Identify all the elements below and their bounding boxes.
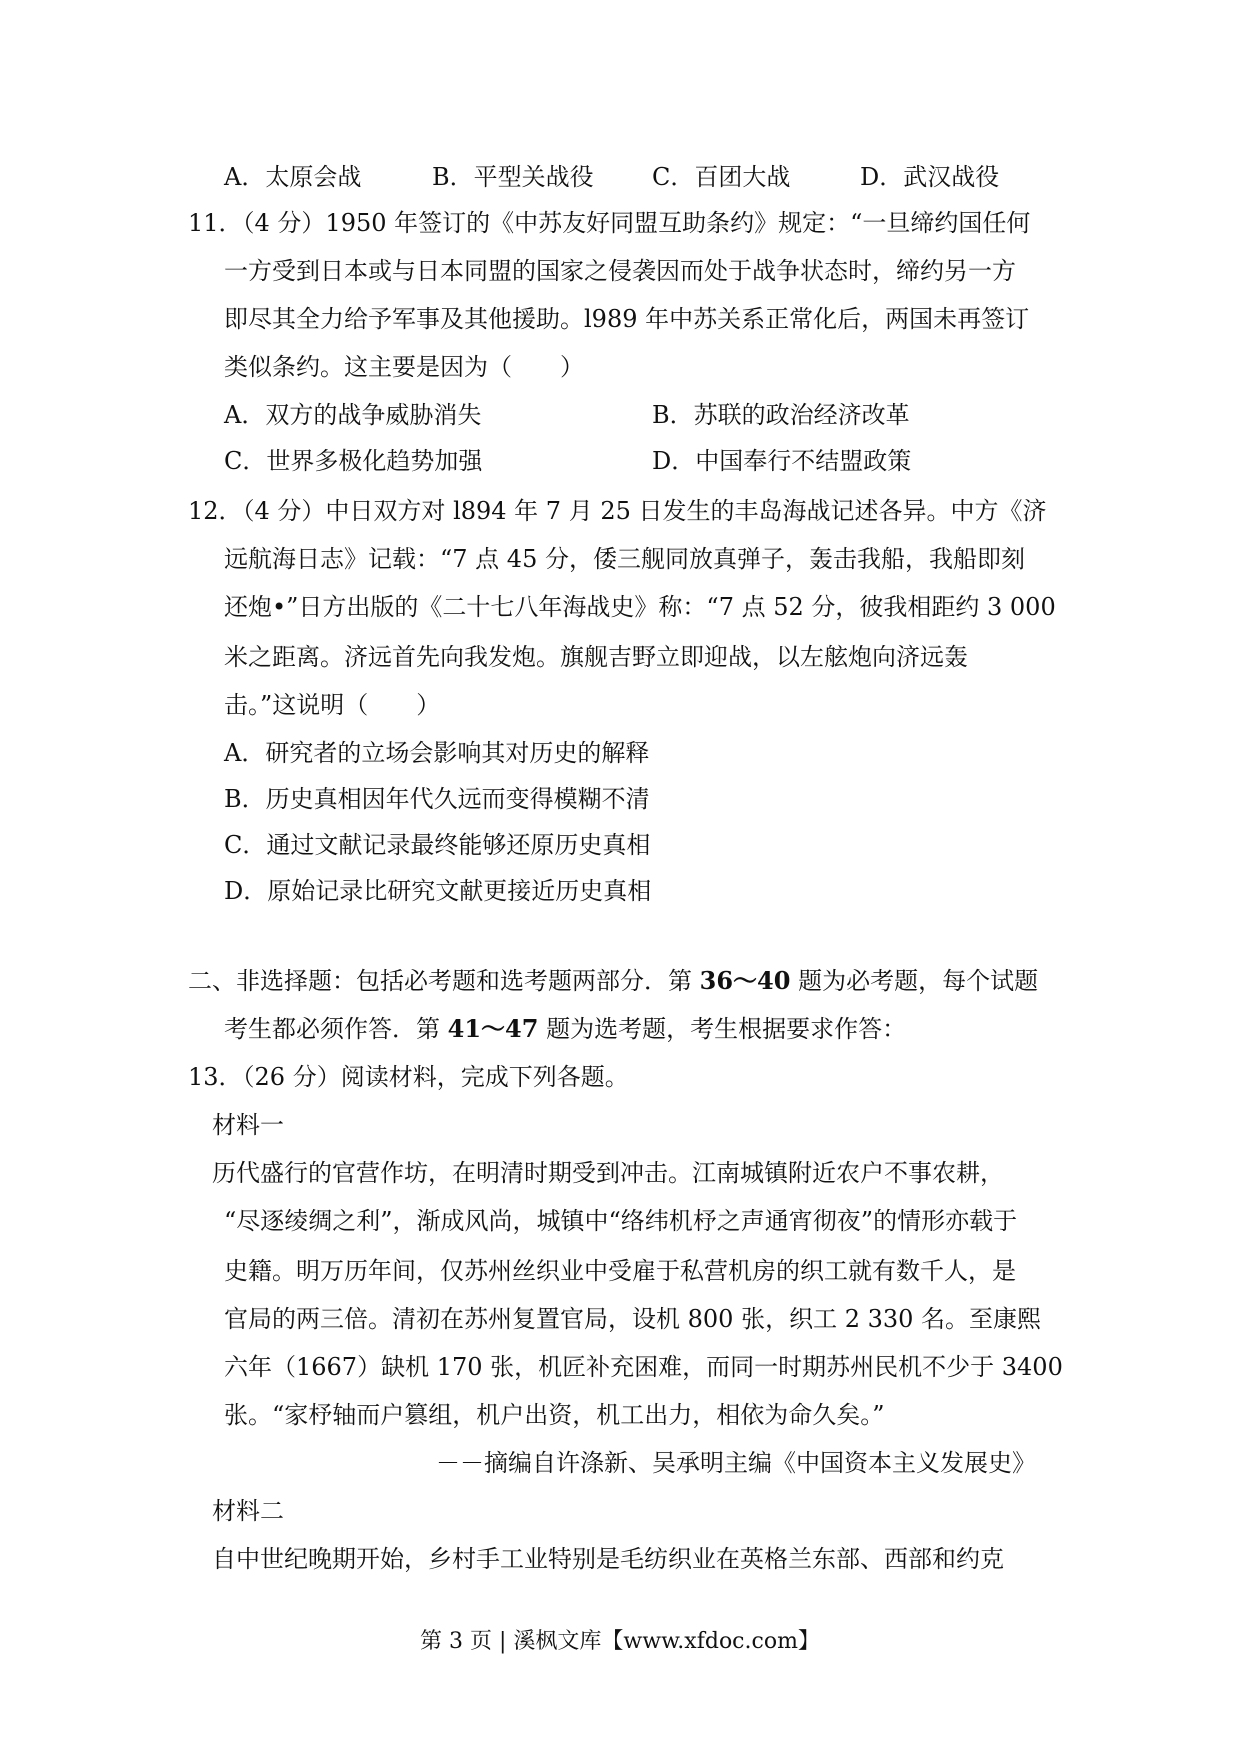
q11-option-b: B．苏联的政治经济改革 [652, 401, 910, 429]
q12-line-1: 12．（4 分）中日双方对 l894 年 7 月 25 日发生的丰岛海战记述各异。中方《济 [188, 497, 1047, 525]
q13-material-1-line-5: 六年（1667）缺机 170 张，机匠补充困难，而同一时期苏州民机不少于 3400 [224, 1353, 1063, 1381]
q13-material-1-line-4: 官局的两三倍。清初在苏州复置官局，设机 800 张，织工 2 330 名。至康熙 [224, 1305, 1042, 1333]
q11-line-4: 类似条约。这主要是因为（ ） [224, 353, 584, 381]
q13-material-1-title: 材料一 [212, 1111, 284, 1139]
q12-line-5: 击。”这说明（ ） [224, 691, 441, 719]
q12-option-b: B．历史真相因年代久远而变得模糊不清 [224, 785, 650, 813]
q12-option-a: A．研究者的立场会影响其对历史的解释 [224, 739, 650, 767]
q11-option-a: A．双方的战争威胁消失 [224, 401, 482, 429]
q11-option-d: D．中国奉行不结盟政策 [652, 447, 912, 475]
q10-option-d: D．武汉战役 [860, 163, 1000, 191]
q13-material-1-line-1: 历代盛行的官营作坊，在明清时期受到冲击。江南城镇附近农户不事农耕， [212, 1159, 1004, 1187]
q10-option-b: B．平型关战役 [432, 163, 594, 191]
page-footer: 第 3 页 | 溪枫文库【www.xfdoc.com】 [420, 1629, 820, 1654]
q12-option-d: D．原始记录比研究文献更接近历史真相 [224, 877, 652, 905]
q10-option-c: C．百团大战 [652, 163, 791, 191]
q13-material-1-line-6: 张。“家杼轴而户篡组，机户出资，机工出力，相依为命久矣。” [224, 1401, 885, 1429]
section2-line-2: 考生都必须作答．第 41～47 题为选考题，考生根据要求作答： [224, 1014, 907, 1043]
section2-line-1: 二、非选择题：包括必考题和选考题两部分．第 36～40 题为必考题，每个试题 [188, 966, 1039, 995]
q12-line-2: 远航海日志》记载：“7 点 45 分，倭三舰同放真弹子，轰击我船，我船即刻 [224, 545, 1025, 573]
q11-line-2: 一方受到日本或与日本同盟的国家之侵袭因而处于战争状态时，缔约另一方 [224, 257, 1016, 285]
q11-option-c: C．世界多极化趋势加强 [224, 447, 483, 475]
q12-line-3: 还炮•”日方出版的《二十七八年海战史》称：“7 点 52 分，彼我相距约 3 000 [224, 593, 1056, 621]
q13-material-1-line-3: 史籍。明万历年间，仅苏州丝织业中受雇于私营机房的织工就有数千人，是 [224, 1257, 1016, 1285]
q13-material-1-source: －－摘编自许涤新、吴承明主编《中国资本主义发展史》 [436, 1449, 1036, 1477]
q13-header: 13．（26 分）阅读材料，完成下列各题。 [188, 1063, 629, 1091]
q12-line-4: 米之距离。济远首先向我发炮。旗舰吉野立即迎战，以左舷炮向济远轰 [224, 643, 968, 671]
q10-option-a: A．太原会战 [224, 163, 362, 191]
q11-line-3: 即尽其全力给予军事及其他援助。l989 年中苏关系正常化后，两国未再签订 [224, 305, 1030, 333]
q13-material-2-title: 材料二 [212, 1497, 284, 1525]
q13-material-1-line-2: “尽逐绫绸之利”，渐成风尚，城镇中“络纬机杼之声通宵彻夜”的情形亦载于 [224, 1207, 1018, 1235]
q12-option-c: C．通过文献记录最终能够还原历史真相 [224, 831, 651, 859]
q13-material-2-line-1: 自中世纪晚期开始，乡村手工业特别是毛纺织业在英格兰东部、西部和约克 [212, 1545, 1004, 1573]
q11-line-1: 11．（4 分）1950 年签订的《中苏友好同盟互助条约》规定：“一旦缔约国任何 [188, 209, 1031, 237]
